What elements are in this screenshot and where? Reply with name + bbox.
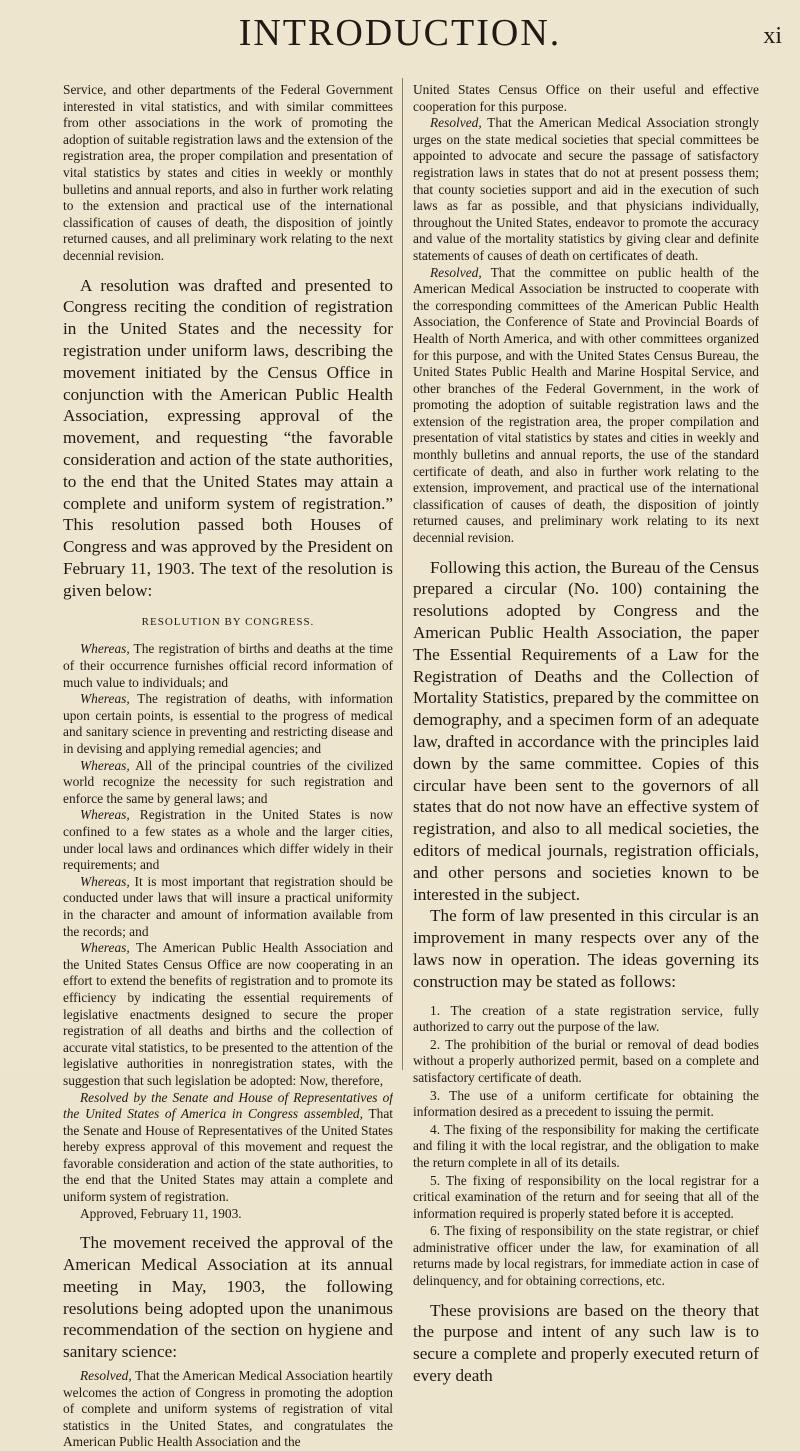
clause-text: The American Public Health Association and the United States Census Office are now cooperating in an effort to extend the benefits of registration and to promote its efficiency by indicating the essential requirements of legislative enactments designed to secure the proper registration of all deaths and births and the collection of accurate vital statistics, to be presented to the attention of the legislative authorities in nonregistration states, with the suggestion that such legislation be adopted: Now, therefore, (63, 940, 393, 1088)
clause-lead: Whereas, (80, 807, 130, 823)
page-title: INTRODUCTION. (238, 12, 562, 54)
clause-text: All of the principal countries of the civilized world recognize the necessity for such registration and enforce the same by general laws; and (63, 757, 393, 806)
resolved-clause (63, 1368, 393, 1451)
clause-lead: Whereas, (80, 691, 130, 707)
clause-text: Registration in the United States is now confined to a few states as a whole and the larger cities, under local laws and ordinances which differ widely in their requirements; and (63, 807, 393, 873)
resolved-clause (413, 115, 759, 264)
clause-text: That the committee on public health of the American Medical Association be instructed to cooperate with the corresponding committees of the American Public Health Association, the Conference of State and Provincial Boards of Health of North America, and with other committees organized for this purpose, and with the United States Census Bureau, the United States Public Health and Marine Hospital Service, and other branches of the Federal Government, in the work of promoting the adoption of suitable registration laws and the extension of the registration area, the proper compilation and presentation of vital statistics by states and cities in weekly and monthly bulletins and annual reports, the use of the standard certificate of death, and also in further work relating to the extension, improvement, and practical use of the international classification of causes of death, the disposition of jointly returned causes, and preliminary work relating to its next decennial revision. (413, 264, 759, 546)
whereas-clause (63, 807, 393, 873)
clause-text: That the American Medical Association strongly urges on the state medical societies that special committees be appointed to advocate and secure the passage of satisfactory registration laws in states that do not at present possess them; that county societies support and aid in the execution of such laws as far as possible, and that physicians individually, throughout the United States, endeavor to promote the accuracy and value of the mortality statistics by giving clear and definite statements of causes of death on certificates of death. (413, 115, 759, 263)
page-header (0, 8, 800, 58)
whereas-clause (63, 641, 393, 691)
resolved-clause (413, 265, 759, 547)
clause-text: The registration of deaths, with information upon certain points, is essential to the progress of medical and sanitary science in preventing and restricting disease and in devising and applying remedial agencies; and (63, 691, 393, 757)
list-item: 6. The fixing of responsibility on the state registrar, or chief administrative officer under the law, for examination of all returns made by local registrars, for immediate action in case of delinquency, and for obtaining corrections, etc. (413, 1223, 759, 1289)
column-divider (402, 78, 403, 1070)
approval-date: Approved, February 11, 1903. (80, 1205, 242, 1221)
clause-lead: Whereas, (80, 940, 130, 956)
paragraph: Following this action, the Bureau of the Census prepared a circular (No. 100) containing the resolutions adopted by Congress and the American Public Health Association, the paper The Essential Requirements of a Law for the Registration of Deaths and the Collection of Mortality Statistics, prepared by the committee on demography, and a specimen form of an adequate law, drafted in accordance with the principles laid down by the same committee. Copies of this circular have been sent to the governors of all states that do not now have an effective system of registration, and also to all medical societies, the editors of medical journals, registration officials, and other persons and societies known to be interested in the subject. (413, 557, 759, 904)
clause-lead: Whereas, (80, 757, 130, 773)
list-item: 2. The prohibition of the burial or removal of dead bodies without a properly authorized permit, based on a complete and satisfactory certificate of death. (413, 1036, 759, 1085)
paragraph: The form of law presented in this circular is an improvement in many respects over any of the laws now in operation. The ideas governing its construction may be stated as follows: (413, 906, 759, 991)
list-item: 5. The fixing of responsibility on the local registrar for a critical examination of the return and for seeing that all of the information required is properly stated before it is accepted. (413, 1172, 759, 1221)
left-column (63, 82, 393, 1451)
clause-lead: Whereas, (80, 641, 130, 657)
provision-list (413, 1003, 759, 1290)
whereas-clause (63, 940, 393, 1089)
page-number: xi (763, 23, 782, 49)
paragraph: A resolution was drafted and presented to Congress reciting the condition of registration in the United States and the necessity for registration under uniform laws, describing the movement initiated by the Census Office in conjunction with the American Public Health Association, expressing approval of the movement, and requesting “the favorable consideration and action of the state authorities, to the end that the United States may attain a complete and uniform system of registration.” This resolution passed both Houses of Congress and was approved by the President on February 11, 1903. The text of the resolution is given below: (63, 275, 393, 600)
clause-text: That the Senate and House of Representatives of the United States hereby express approval of this movement and request the favorable consideration and action of the state authorities, to the end that the United States may attain a complete and uniform system of registration. (63, 1106, 393, 1205)
list-item: 3. The use of a uniform certificate for obtaining the information desired as a precedent to issuing the permit. (413, 1087, 759, 1120)
section-heading: RESOLUTION BY CONGRESS. (141, 616, 315, 629)
clause-lead: Resolved, (430, 264, 482, 280)
clause-lead: Resolved, (430, 115, 482, 131)
paragraph: United States Census Office on their useful and effective cooperation for this purpose. (413, 82, 759, 114)
resolved-clause (63, 1090, 393, 1206)
paragraph: These provisions are based on the theory that the purpose and intent of any such law is to secure a complete and properly executed return of every death (413, 1300, 759, 1386)
whereas-clause (63, 758, 393, 808)
list-item: 4. The fixing of the responsibility for making the certificate and filing it with the local registrar, and the obligation to make the return complete in all of its details. (413, 1121, 759, 1170)
clause-lead: Resolved by the Senate and House of Representatives of the United States of America in Congress assembled, (63, 1089, 393, 1122)
clause-text: That the American Medical Association heartily welcomes the action of Congress in promoting the adoption of complete and uniform systems of registration of vital statistics in the United States, and congratulates the American Public Health Association and the (63, 1368, 393, 1450)
clause-text: The registration of births and deaths at the time of their occurrence furnishes official record information of much value to individuals; and (63, 641, 393, 690)
paragraph: The movement received the approval of the American Medical Association at its annual meeting in May, 1903, the following resolutions being adopted upon the unanimous recommendation of the section on hygiene and sanitary science: (63, 1233, 393, 1362)
whereas-clause (63, 874, 393, 940)
clause-lead: Resolved, (80, 1368, 132, 1384)
clause-text: It is most important that registration should be conducted under laws that will insure a practical uniformity in the character and amount of information available from the records; and (63, 873, 393, 939)
clause-lead: Whereas, (80, 873, 130, 889)
right-column (413, 82, 759, 1387)
whereas-clause (63, 691, 393, 757)
list-item: 1. The creation of a state registration service, fully authorized to carry out the purpose of the law. (413, 1002, 759, 1035)
paragraph: Service, and other departments of the Federal Government interested in vital statistics, and with similar committees from other associations in the work of promoting the adoption of suitable registration laws and the extension of the registration area, the proper compilation and presentation of vital statistics by states and cities in weekly or monthly bulletins and annual reports, and also in further work relating to the extension and practical use of the international classification of causes of death, the disposition of jointly returned causes, and all preliminary work relating to the next decennial revision. (63, 82, 393, 263)
